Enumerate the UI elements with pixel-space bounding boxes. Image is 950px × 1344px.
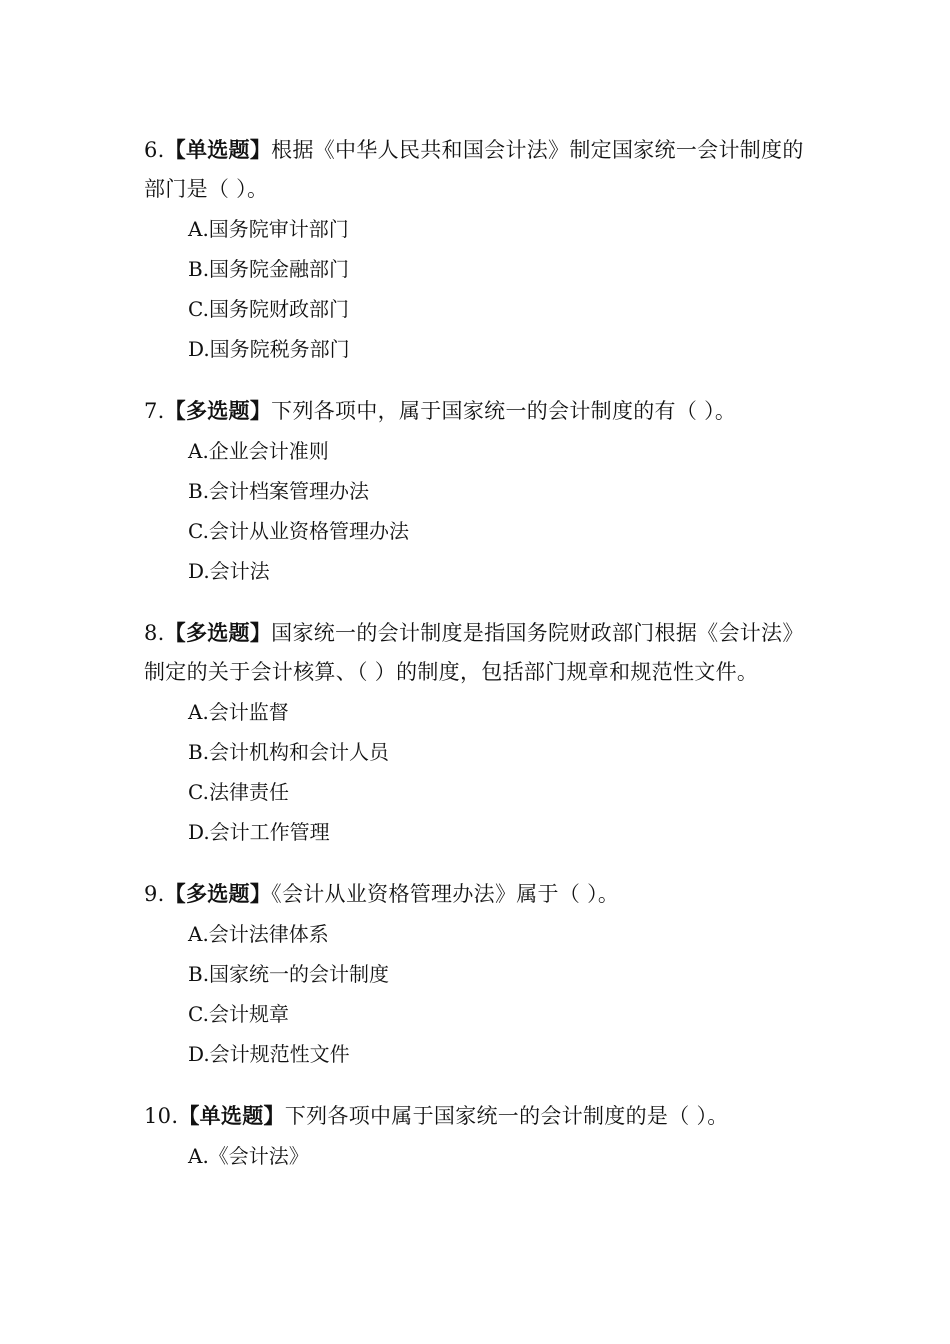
question-stem bbox=[144, 1096, 812, 1136]
option-d: D.会计规范性文件 bbox=[188, 1042, 350, 1066]
option-a: A.会计法律体系 bbox=[188, 922, 329, 946]
option-list bbox=[144, 692, 812, 852]
question-8 bbox=[144, 613, 812, 852]
option-d: D.会计工作管理 bbox=[188, 820, 330, 844]
option-b: B.国务院金融部门 bbox=[188, 257, 350, 281]
question-9 bbox=[144, 874, 812, 1074]
question-text: 国家统一的会计制度是指国务院财政部门根据《会计法》制定的关于会计核算、（ ）的制度，包括部门规章和规范性文件。 bbox=[144, 621, 804, 684]
question-6 bbox=[144, 130, 812, 369]
question-type: 【多选题】 bbox=[164, 620, 272, 645]
option-d: D.会计法 bbox=[188, 559, 270, 583]
question-list bbox=[144, 130, 812, 1198]
question-number: 10. bbox=[144, 1104, 179, 1128]
question-type: 【多选题】 bbox=[164, 881, 272, 906]
option-list bbox=[144, 431, 812, 591]
question-10 bbox=[144, 1096, 812, 1176]
question-type: 【多选题】 bbox=[164, 398, 272, 423]
option-a: A.《会计法》 bbox=[188, 1144, 309, 1168]
question-text: 《会计从业资格管理办法》属于（ ）。 bbox=[271, 882, 620, 906]
question-type: 【单选题】 bbox=[164, 137, 272, 162]
question-stem bbox=[144, 874, 812, 914]
question-stem bbox=[144, 130, 812, 209]
question-text: 根据《中华人民共和国会计法》制定国家统一会计制度的部门是（ ）。 bbox=[144, 138, 804, 201]
question-number: 9. bbox=[144, 882, 165, 906]
option-list bbox=[144, 1136, 812, 1176]
option-c: C.会计规章 bbox=[188, 1002, 289, 1026]
question-stem bbox=[144, 613, 812, 692]
option-b: B.国家统一的会计制度 bbox=[188, 962, 390, 986]
option-a: A.国务院审计部门 bbox=[188, 217, 349, 241]
option-a: A.会计监督 bbox=[188, 700, 289, 724]
question-7 bbox=[144, 391, 812, 591]
question-text: 下列各项中属于国家统一的会计制度的是（ ）。 bbox=[284, 1104, 729, 1128]
option-list bbox=[144, 914, 812, 1074]
option-b: B.会计机构和会计人员 bbox=[188, 740, 390, 764]
question-number: 8. bbox=[144, 621, 165, 645]
option-d: D.国务院税务部门 bbox=[188, 337, 350, 361]
question-number: 7. bbox=[144, 399, 165, 423]
question-type: 【单选题】 bbox=[178, 1103, 285, 1128]
question-number: 6. bbox=[144, 138, 165, 162]
option-b: B.会计档案管理办法 bbox=[188, 479, 370, 503]
option-list bbox=[144, 209, 812, 369]
question-stem bbox=[144, 391, 812, 431]
option-c: C.会计从业资格管理办法 bbox=[188, 519, 409, 543]
question-text: 下列各项中，属于国家统一的会计制度的有（ ）。 bbox=[271, 399, 737, 423]
option-c: C.国务院财政部门 bbox=[188, 297, 349, 321]
option-c: C.法律责任 bbox=[188, 780, 289, 804]
option-a: A.企业会计准则 bbox=[188, 439, 329, 463]
